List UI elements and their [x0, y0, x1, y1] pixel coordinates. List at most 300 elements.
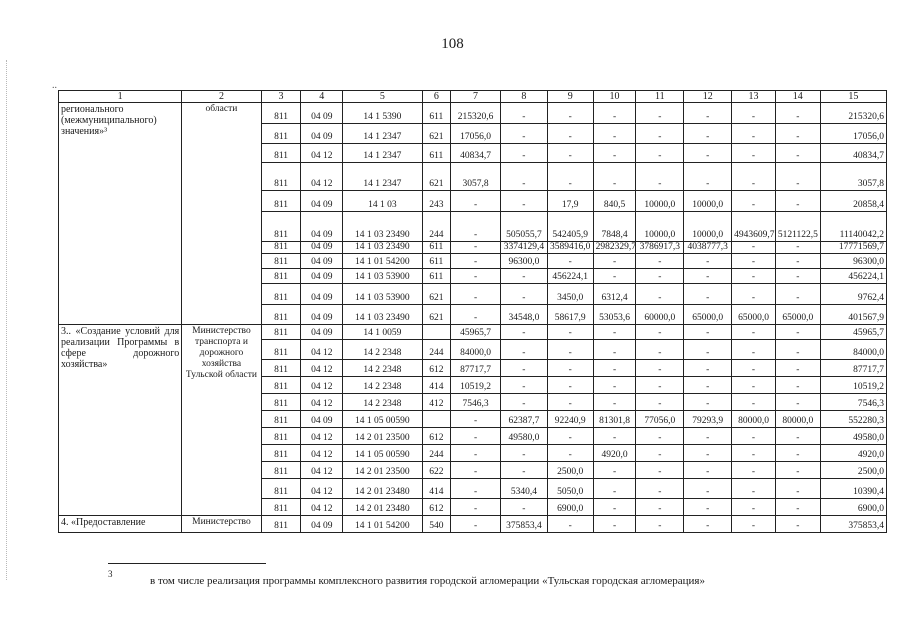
data-cell: -: [451, 479, 501, 499]
data-cell: 811: [261, 479, 301, 499]
data-cell: -: [593, 325, 636, 340]
executor-cell: Министерство транспорта и дорожного хозяйства Тульской области: [182, 325, 261, 516]
data-cell: -: [593, 462, 636, 479]
data-cell: -: [547, 340, 593, 360]
data-cell: 77056,0: [636, 411, 684, 428]
data-cell: -: [636, 284, 684, 305]
data-cell: -: [775, 340, 820, 360]
data-cell: -: [547, 254, 593, 269]
program-name-cell: регионального (межмуниципального) значения»³: [59, 103, 182, 325]
data-cell: 84000,0: [451, 340, 501, 360]
data-cell: 04 12: [301, 377, 343, 394]
total-cell: 17056,0: [820, 124, 886, 144]
data-cell: 04 09: [301, 242, 343, 254]
data-cell: -: [732, 191, 776, 212]
data-cell: 14 1 03 23490: [343, 305, 422, 325]
total-cell: 45965,7: [820, 325, 886, 340]
total-cell: 40834,7: [820, 144, 886, 163]
total-cell: 96300,0: [820, 254, 886, 269]
data-cell: -: [547, 394, 593, 411]
data-cell: 215320,6: [451, 103, 501, 124]
data-cell: -: [684, 445, 732, 462]
data-cell: -: [732, 516, 776, 533]
data-cell: -: [500, 325, 547, 340]
data-cell: -: [732, 428, 776, 445]
column-header: 9: [547, 91, 593, 103]
data-cell: 14 2 01 23500: [343, 428, 422, 445]
data-cell: -: [732, 124, 776, 144]
data-cell: 811: [261, 462, 301, 479]
data-cell: 414: [422, 377, 451, 394]
data-cell: -: [684, 479, 732, 499]
data-cell: -: [636, 124, 684, 144]
data-cell: -: [684, 124, 732, 144]
data-cell: -: [684, 325, 732, 340]
data-cell: 244: [422, 212, 451, 242]
total-cell: 456224,1: [820, 269, 886, 284]
data-cell: -: [775, 428, 820, 445]
data-cell: 412: [422, 394, 451, 411]
data-cell: -: [684, 144, 732, 163]
data-cell: -: [732, 479, 776, 499]
scan-edge-marks: [6, 60, 9, 580]
data-cell: -: [500, 103, 547, 124]
data-cell: 811: [261, 269, 301, 284]
table-row: [59, 325, 887, 340]
footnote-mark: 3: [108, 569, 113, 579]
data-cell: -: [451, 428, 501, 445]
data-cell: 14 1 01 54200: [343, 254, 422, 269]
data-cell: 811: [261, 499, 301, 516]
data-cell: 14 1 03 23490: [343, 212, 422, 242]
data-cell: -: [684, 377, 732, 394]
data-cell: 60000,0: [636, 305, 684, 325]
data-cell: -: [732, 394, 776, 411]
data-cell: -: [500, 124, 547, 144]
data-cell: 7848,4: [593, 212, 636, 242]
data-cell: -: [547, 377, 593, 394]
data-cell: 10000,0: [684, 212, 732, 242]
data-cell: 04 09: [301, 103, 343, 124]
data-cell: -: [547, 163, 593, 191]
footnote-text: в том числе реализация программы комплексного развития городской агломерации «Тульская городская агломерация»: [150, 575, 705, 587]
table-row: [59, 516, 887, 533]
data-cell: -: [732, 284, 776, 305]
total-cell: 375853,4: [820, 516, 886, 533]
data-cell: -: [500, 144, 547, 163]
data-cell: 10000,0: [636, 212, 684, 242]
data-cell: 14 1 05 00590: [343, 445, 422, 462]
data-cell: 81301,8: [593, 411, 636, 428]
total-cell: 7546,3: [820, 394, 886, 411]
data-cell: -: [684, 254, 732, 269]
total-cell: 10390,4: [820, 479, 886, 499]
data-cell: 04 12: [301, 479, 343, 499]
data-cell: -: [684, 103, 732, 124]
data-cell: -: [636, 144, 684, 163]
data-cell: 04 09: [301, 254, 343, 269]
data-cell: -: [684, 284, 732, 305]
column-header: 8: [500, 91, 547, 103]
data-cell: 49580,0: [500, 428, 547, 445]
data-cell: [422, 411, 451, 428]
data-cell: -: [593, 254, 636, 269]
column-header: 13: [732, 91, 776, 103]
data-cell: -: [636, 325, 684, 340]
data-cell: 3374129,4: [500, 242, 547, 254]
data-cell: 243: [422, 191, 451, 212]
program-name-cell: 4. «Предоставление: [59, 516, 182, 533]
data-cell: 811: [261, 428, 301, 445]
data-cell: 04 12: [301, 144, 343, 163]
data-cell: 14 2 01 23500: [343, 462, 422, 479]
data-cell: -: [500, 394, 547, 411]
data-cell: 14 1 03 53900: [343, 269, 422, 284]
data-cell: 04 12: [301, 445, 343, 462]
data-cell: 611: [422, 103, 451, 124]
data-cell: -: [775, 269, 820, 284]
data-cell: 622: [422, 462, 451, 479]
data-cell: -: [684, 340, 732, 360]
data-cell: -: [636, 445, 684, 462]
column-header: 10: [593, 91, 636, 103]
data-cell: 14 1 03 53900: [343, 284, 422, 305]
data-cell: 811: [261, 103, 301, 124]
data-cell: 14 1 5390: [343, 103, 422, 124]
data-cell: -: [451, 284, 501, 305]
column-header: 1: [59, 91, 182, 103]
data-cell: -: [500, 360, 547, 377]
data-cell: -: [775, 325, 820, 340]
data-cell: -: [684, 163, 732, 191]
data-cell: 79293,9: [684, 411, 732, 428]
data-cell: -: [593, 360, 636, 377]
data-cell: 3786917,3: [636, 242, 684, 254]
data-cell: 14 2 01 23480: [343, 499, 422, 516]
data-cell: 811: [261, 144, 301, 163]
data-cell: 811: [261, 377, 301, 394]
data-cell: 811: [261, 212, 301, 242]
data-cell: 456224,1: [547, 269, 593, 284]
data-cell: 621: [422, 124, 451, 144]
data-cell: 14 2 2348: [343, 360, 422, 377]
column-header: 2: [182, 91, 261, 103]
data-cell: 14 1 03 23490: [343, 242, 422, 254]
data-cell: -: [593, 516, 636, 533]
data-cell: 40834,7: [451, 144, 501, 163]
data-cell: 612: [422, 360, 451, 377]
data-cell: 04 12: [301, 499, 343, 516]
data-cell: -: [636, 254, 684, 269]
data-cell: -: [451, 191, 501, 212]
data-cell: -: [775, 284, 820, 305]
column-header: 14: [775, 91, 820, 103]
data-cell: 505055,7: [500, 212, 547, 242]
data-cell: -: [500, 499, 547, 516]
data-cell: 621: [422, 305, 451, 325]
total-cell: 9762,4: [820, 284, 886, 305]
data-cell: -: [684, 516, 732, 533]
data-cell: -: [732, 103, 776, 124]
data-cell: 414: [422, 479, 451, 499]
total-cell: 20858,4: [820, 191, 886, 212]
data-cell: 04 12: [301, 340, 343, 360]
data-cell: -: [684, 269, 732, 284]
data-cell: 04 09: [301, 325, 343, 340]
data-cell: -: [547, 124, 593, 144]
data-cell: 811: [261, 516, 301, 533]
data-cell: 04 09: [301, 411, 343, 428]
data-cell: -: [684, 462, 732, 479]
data-cell: 811: [261, 325, 301, 340]
data-cell: 540: [422, 516, 451, 533]
data-cell: 611: [422, 254, 451, 269]
data-cell: -: [775, 445, 820, 462]
total-cell: 84000,0: [820, 340, 886, 360]
data-cell: -: [684, 394, 732, 411]
data-cell: 04 09: [301, 284, 343, 305]
total-cell: 6900,0: [820, 499, 886, 516]
data-cell: -: [775, 242, 820, 254]
data-cell: 6312,4: [593, 284, 636, 305]
data-cell: -: [547, 144, 593, 163]
data-cell: -: [775, 499, 820, 516]
data-cell: 14 1 05 00590: [343, 411, 422, 428]
data-cell: -: [547, 516, 593, 533]
data-cell: -: [451, 499, 501, 516]
data-cell: 53053,6: [593, 305, 636, 325]
data-cell: 811: [261, 305, 301, 325]
data-cell: -: [775, 462, 820, 479]
data-cell: 4943609,7: [732, 212, 776, 242]
data-cell: 375853,4: [500, 516, 547, 533]
program-name-cell: 3.. «Создание условий для реализации Программы в сфере дорожного хозяйства»: [59, 325, 182, 516]
data-cell: -: [451, 411, 501, 428]
data-cell: -: [732, 499, 776, 516]
data-cell: -: [593, 144, 636, 163]
data-cell: 87717,7: [451, 360, 501, 377]
data-cell: 811: [261, 445, 301, 462]
data-cell: 14 2 2348: [343, 394, 422, 411]
data-cell: -: [451, 305, 501, 325]
data-cell: 542405,9: [547, 212, 593, 242]
executor-cell: области: [182, 103, 261, 325]
data-cell: 611: [422, 269, 451, 284]
total-cell: 87717,7: [820, 360, 886, 377]
data-cell: -: [732, 163, 776, 191]
data-cell: 244: [422, 445, 451, 462]
data-cell: 80000,0: [775, 411, 820, 428]
total-cell: 2500,0: [820, 462, 886, 479]
data-cell: -: [500, 340, 547, 360]
total-cell: 17771569,7: [820, 242, 886, 254]
data-cell: 14 1 2347: [343, 144, 422, 163]
data-cell: 4038777,3: [684, 242, 732, 254]
data-cell: -: [775, 360, 820, 377]
total-cell: 552280,3: [820, 411, 886, 428]
data-cell: -: [593, 499, 636, 516]
data-cell: -: [547, 428, 593, 445]
data-cell: 840,5: [593, 191, 636, 212]
data-cell: [422, 325, 451, 340]
data-cell: -: [451, 242, 501, 254]
data-cell: 611: [422, 144, 451, 163]
data-cell: -: [547, 360, 593, 377]
budget-table: [58, 90, 887, 533]
data-cell: 14 1 2347: [343, 163, 422, 191]
data-cell: 04 09: [301, 212, 343, 242]
data-cell: -: [593, 340, 636, 360]
data-cell: -: [636, 340, 684, 360]
data-cell: 612: [422, 428, 451, 445]
data-cell: -: [684, 360, 732, 377]
data-cell: -: [500, 377, 547, 394]
data-cell: -: [593, 428, 636, 445]
data-cell: 92240,9: [547, 411, 593, 428]
data-cell: 811: [261, 394, 301, 411]
data-cell: -: [732, 254, 776, 269]
data-cell: 244: [422, 340, 451, 360]
data-cell: -: [775, 144, 820, 163]
data-cell: 611: [422, 242, 451, 254]
data-cell: -: [593, 479, 636, 499]
data-cell: -: [775, 124, 820, 144]
data-cell: 5050,0: [547, 479, 593, 499]
column-header: 6: [422, 91, 451, 103]
data-cell: -: [451, 212, 501, 242]
data-cell: 04 12: [301, 163, 343, 191]
data-cell: 04 09: [301, 269, 343, 284]
data-cell: -: [451, 254, 501, 269]
data-cell: -: [684, 428, 732, 445]
data-cell: 04 12: [301, 394, 343, 411]
column-header: 12: [684, 91, 732, 103]
column-header: 11: [636, 91, 684, 103]
data-cell: -: [732, 242, 776, 254]
data-cell: -: [775, 377, 820, 394]
data-cell: 621: [422, 163, 451, 191]
data-cell: 14 2 2348: [343, 377, 422, 394]
data-cell: 811: [261, 411, 301, 428]
data-cell: -: [636, 269, 684, 284]
data-cell: -: [451, 462, 501, 479]
total-cell: 11140042,2: [820, 212, 886, 242]
data-cell: 80000,0: [732, 411, 776, 428]
data-cell: 14 2 01 23480: [343, 479, 422, 499]
data-cell: -: [547, 445, 593, 462]
data-cell: -: [500, 163, 547, 191]
data-cell: -: [732, 445, 776, 462]
data-cell: 5340,4: [500, 479, 547, 499]
data-cell: -: [775, 191, 820, 212]
data-cell: 811: [261, 163, 301, 191]
data-cell: 811: [261, 124, 301, 144]
data-cell: -: [451, 445, 501, 462]
data-cell: -: [547, 325, 593, 340]
data-cell: 811: [261, 254, 301, 269]
data-cell: 14 1 0059: [343, 325, 422, 340]
data-cell: 65000,0: [684, 305, 732, 325]
total-cell: 4920,0: [820, 445, 886, 462]
total-cell: 401567,9: [820, 305, 886, 325]
data-cell: 17,9: [547, 191, 593, 212]
data-cell: -: [775, 516, 820, 533]
data-cell: -: [775, 254, 820, 269]
data-cell: 04 09: [301, 516, 343, 533]
data-cell: -: [500, 462, 547, 479]
margin-dots: ..: [52, 80, 57, 91]
table-header-row: [59, 91, 887, 103]
data-cell: -: [732, 377, 776, 394]
column-header: 15: [820, 91, 886, 103]
column-header: 4: [301, 91, 343, 103]
data-cell: 10000,0: [684, 191, 732, 212]
data-cell: 62387,7: [500, 411, 547, 428]
data-cell: -: [547, 103, 593, 124]
data-cell: -: [593, 269, 636, 284]
data-cell: 17056,0: [451, 124, 501, 144]
executor-cell: Министерство: [182, 516, 261, 533]
data-cell: 96300,0: [500, 254, 547, 269]
data-cell: 7546,3: [451, 394, 501, 411]
data-cell: 14 1 2347: [343, 124, 422, 144]
data-cell: 3450,0: [547, 284, 593, 305]
data-cell: 2500,0: [547, 462, 593, 479]
data-cell: 10519,2: [451, 377, 501, 394]
data-cell: 04 12: [301, 462, 343, 479]
data-cell: -: [636, 163, 684, 191]
data-cell: 811: [261, 242, 301, 254]
data-cell: 4920,0: [593, 445, 636, 462]
total-cell: 215320,6: [820, 103, 886, 124]
data-cell: -: [684, 499, 732, 516]
data-cell: 3057,8: [451, 163, 501, 191]
data-cell: -: [732, 462, 776, 479]
data-cell: 04 12: [301, 428, 343, 445]
data-cell: 612: [422, 499, 451, 516]
data-cell: -: [636, 428, 684, 445]
data-cell: 14 1 03: [343, 191, 422, 212]
data-cell: 811: [261, 284, 301, 305]
data-cell: 34548,0: [500, 305, 547, 325]
data-cell: -: [636, 516, 684, 533]
data-cell: -: [775, 479, 820, 499]
data-cell: -: [636, 462, 684, 479]
data-cell: 811: [261, 191, 301, 212]
data-cell: 14 2 2348: [343, 340, 422, 360]
data-cell: -: [636, 377, 684, 394]
data-cell: -: [732, 144, 776, 163]
data-cell: -: [500, 284, 547, 305]
total-cell: 49580,0: [820, 428, 886, 445]
data-cell: -: [593, 124, 636, 144]
data-cell: 04 09: [301, 191, 343, 212]
data-cell: 811: [261, 340, 301, 360]
column-header: 7: [451, 91, 501, 103]
data-cell: 14 1 01 54200: [343, 516, 422, 533]
data-cell: -: [636, 499, 684, 516]
data-cell: -: [732, 360, 776, 377]
total-cell: 3057,8: [820, 163, 886, 191]
footnote-separator: [108, 563, 266, 564]
data-cell: -: [636, 103, 684, 124]
data-cell: 5121122,5: [775, 212, 820, 242]
data-cell: -: [593, 103, 636, 124]
table-row: [59, 103, 887, 124]
data-cell: -: [593, 377, 636, 394]
data-cell: 65000,0: [732, 305, 776, 325]
data-cell: -: [451, 516, 501, 533]
